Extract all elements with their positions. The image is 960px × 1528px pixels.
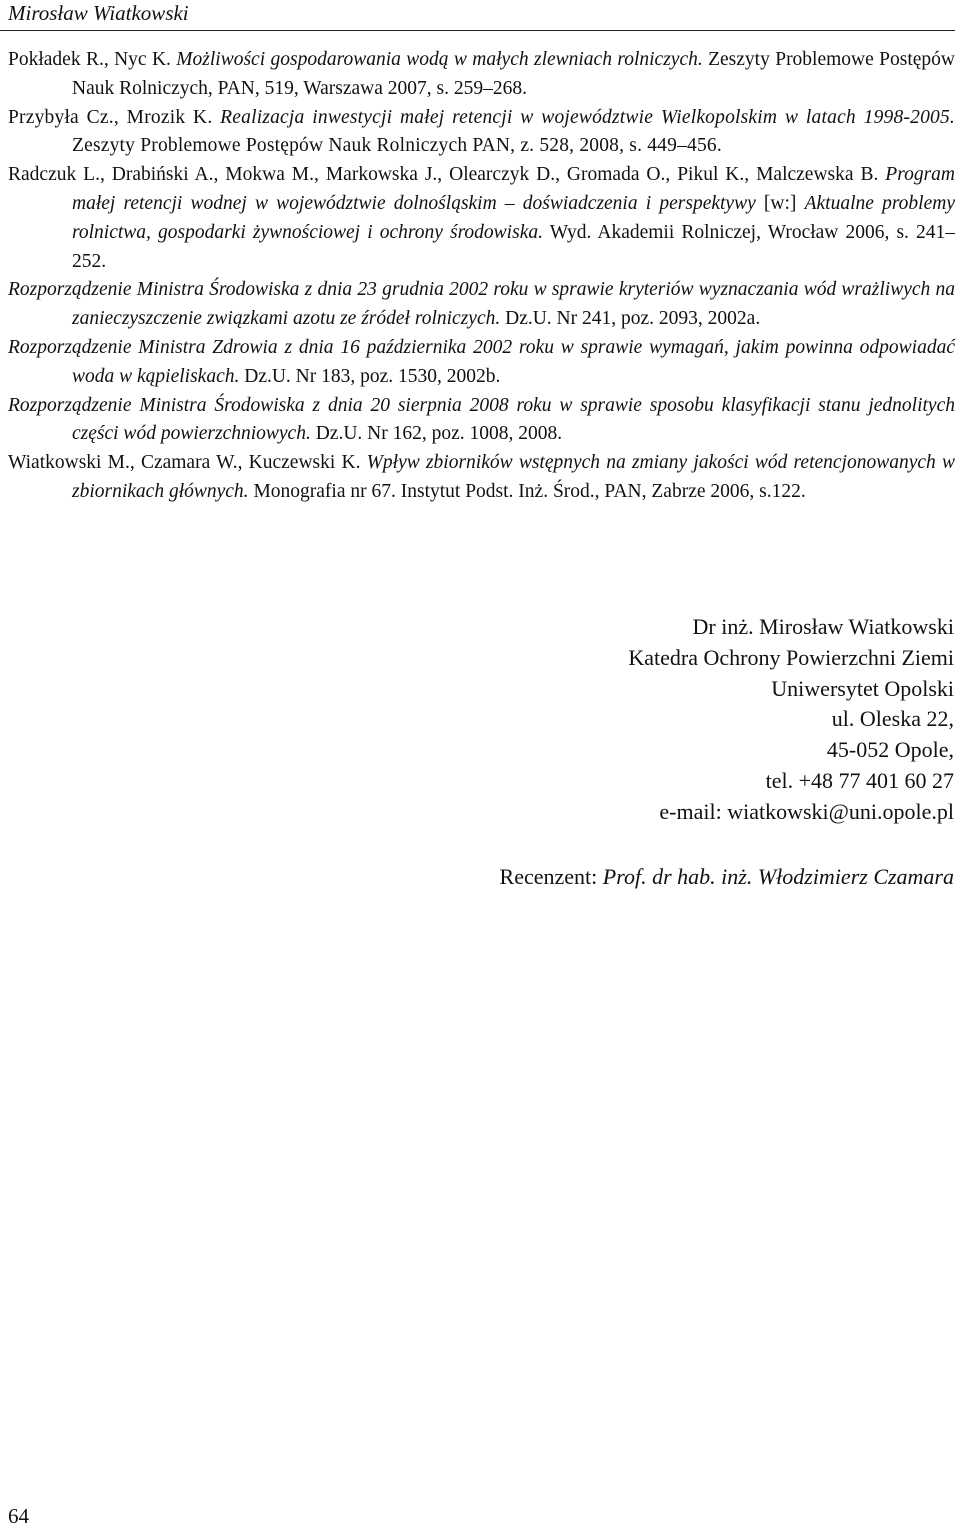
reference-title: Program małej retencji wodnej w województwie dolnośląskim – doświadczenia i perspektywy [72, 164, 955, 214]
reference-title: Rozporządzenie Ministra Środowiska z dnia 23 grudnia 2002 roku w sprawie kryteriów wyznaczania wód wrażliwych na zanieczyszczenie związkami azotu ze źródeł rolniczych. [8, 279, 955, 330]
reference-item [8, 104, 955, 162]
reference-item [8, 334, 955, 392]
reviewer-line [500, 862, 954, 892]
reference-source: Dz.U. Nr 183, poz. 1530, 2002b. [239, 365, 501, 387]
affiliation-street: ul. Oleska 22, [831, 706, 954, 732]
page-number: 64 [8, 1504, 29, 1528]
reference-item [8, 46, 955, 104]
reference-item [8, 449, 955, 507]
reference-source: Dz.U. Nr 241, poz. 2093, 2002a. [500, 308, 761, 330]
reference-item [8, 161, 955, 276]
reference-source: Zeszyty Problemowe Postępów Nauk Rolniczych, PAN, 519, Warszawa 2007, s. 259–268. [72, 49, 956, 99]
reference-authors: Wiatkowski M., Czamara W., Kuczewski K. [8, 452, 367, 474]
reference-item [8, 276, 955, 334]
reference-list [8, 46, 955, 507]
affiliation-department: Katedra Ochrony Powierzchni Ziemi [628, 644, 954, 670]
reference-source: Dz.U. Nr 162, poz. 1008, 2008. [310, 423, 563, 445]
reference-source-mid: [w:] [755, 192, 805, 214]
reference-title: Realizacja inwestycji małej retencji w województwie Wielkopolskim w latach 1998-2005. [220, 106, 956, 128]
reference-source: Zeszyty Problemowe Postępów Nauk Rolniczych PAN, z. 528, 2008, s. 449–456. [72, 135, 722, 157]
reference-title: Rozporządzenie Ministra Zdrowia z dnia 16 października 2002 roku w sprawie wymagań, jakim powinna odpowiadać woda w kąpieliskach. [8, 336, 955, 387]
reference-title: Wpływ zbiorników wstępnych na zmiany jakości wód retencjonowanych w zbiornikach głównych. [72, 452, 956, 502]
reviewer-name: Prof. dr hab. inż. Włodzimierz Czamara [602, 864, 954, 889]
reference-title: Możliwości gospodarowania wodą w małych zlewniach rolniczych. [176, 49, 703, 70]
author-affiliation [454, 612, 954, 828]
reference-title: Rozporządzenie Ministra Środowiska z dnia 20 sierpnia 2008 roku w sprawie sposobu klasyfikacji stanu jednolitych części wód powierzchniowych. [8, 394, 955, 445]
reviewer-label: Recenzent: [499, 864, 603, 889]
reference-title-secondary: Aktualne problemy rolnictwa, gospodarki żywnościowej i ochrony środowiska. [72, 192, 955, 243]
reference-item [8, 392, 955, 450]
reference-authors: Pokładek R., Nyc K. [8, 49, 177, 70]
reference-authors: Przybyła Cz., Mrozik K. [8, 106, 221, 128]
affiliation-university: Uniwersytet Opolski [771, 675, 954, 701]
affiliation-phone: tel. +48 77 401 60 27 [765, 767, 954, 793]
affiliation-email: e-mail: wiatkowski@uni.opole.pl [659, 798, 954, 824]
running-header-author: Mirosław Wiatkowski [8, 1, 189, 25]
affiliation-city: 45-052 Opole, [826, 737, 954, 763]
reference-source: Monografia nr 67. Instytut Podst. Inż. Środ., PAN, Zabrze 2006, s.122. [248, 480, 806, 502]
affiliation-name: Dr inż. Mirosław Wiatkowski [692, 614, 954, 639]
reference-authors: Radczuk L., Drabiński A., Mokwa M., Markowska J., Olearczyk D., Gromada O., Pikul K., Malczewska B. [8, 164, 886, 186]
header-divider [0, 30, 955, 31]
reference-source: Wyd. Akademii Rolniczej, Wrocław 2006, s. 241–252. [72, 221, 956, 272]
